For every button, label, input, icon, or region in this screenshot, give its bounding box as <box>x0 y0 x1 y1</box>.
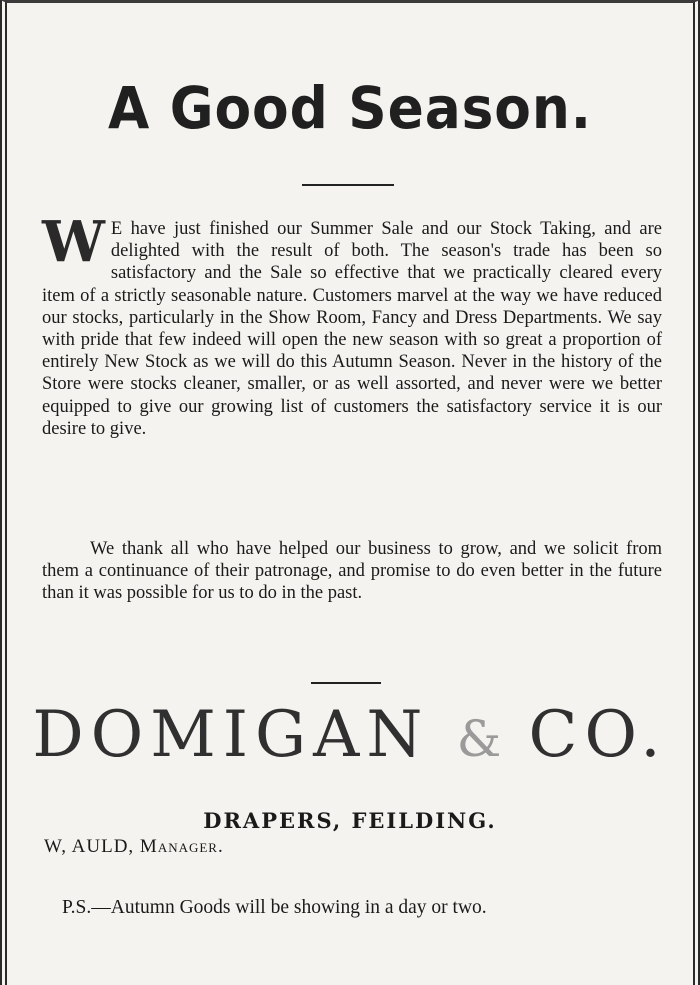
company-name-right: CO. <box>528 698 668 772</box>
postscript: P.S.—Autumn Goods will be showing in a day or two. <box>62 897 487 918</box>
company-name <box>0 698 700 772</box>
manager-name: W, AULD, <box>44 836 135 857</box>
manager-role: Manager. <box>139 836 224 857</box>
tagline: DRAPERS, FEILDING. <box>203 808 497 833</box>
paragraph-main <box>42 209 662 440</box>
company-name-left: DOMIGAN <box>32 698 430 772</box>
divider-rule <box>302 184 394 186</box>
company-ampersand: & <box>456 710 502 768</box>
headline: A Good Season. <box>108 74 592 142</box>
manager-line <box>44 836 224 858</box>
paragraph-thanks: We thank all who have helped our business to grow, and we solicit from them a continuance of their patronage, and promise to do even better in the future than it was possible for us to do in the past. <box>42 539 662 604</box>
drop-cap: W <box>42 209 105 275</box>
divider-rule <box>311 682 381 684</box>
paragraph-main-text: E have just finished our Summer Sale and our Stock Taking, and are delighted with the result of both. The season's trade has been so satisfactory and the Sale so effective that we practically cleared every item of a strictly seasonable nature. Customers marvel at the way we have reduced our stocks, particularly in the Show Room, Fancy and Dress Departments. We say with pride that few indeed will open the new season with so great a proportion of entirely New Stock as we will do this Autumn Season. Never in the history of the Store were stocks cleaner, smaller, or as well assorted, and never were we better equipped to give our growing list of customers the satisfactory service it is our desire to give. <box>42 219 662 439</box>
